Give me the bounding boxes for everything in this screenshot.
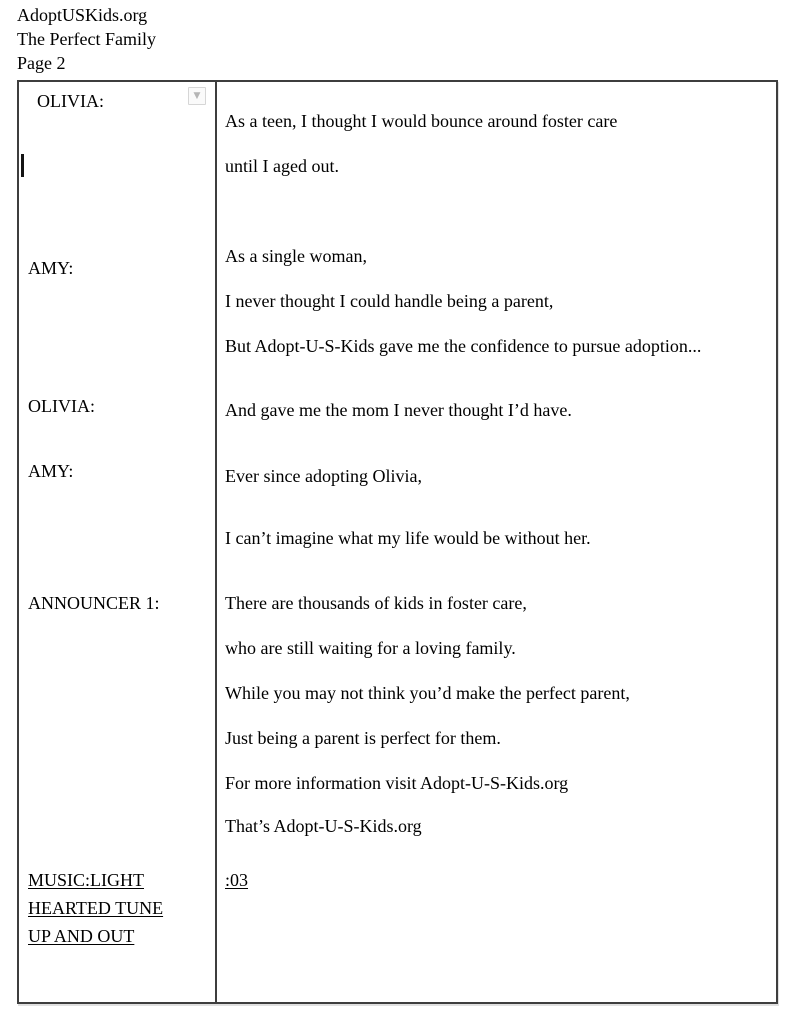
music-cue-label[interactable]: MUSIC:LIGHT xyxy=(28,870,144,890)
music-cue-label[interactable]: UP AND OUT xyxy=(28,926,135,946)
dialogue-line[interactable]: I never thought I could handle being a parent, xyxy=(225,291,554,311)
text-cursor xyxy=(21,154,24,177)
doc-header-page[interactable]: Page 2 xyxy=(17,53,66,73)
doc-header-title[interactable]: The Perfect Family xyxy=(17,29,156,49)
doc-header-site[interactable]: AdoptUSKids.org xyxy=(17,5,148,25)
dialogue-line[interactable]: And gave me the mom I never thought I’d have. xyxy=(225,400,572,420)
column-divider xyxy=(215,82,217,1002)
dialogue-line[interactable]: Ever since adopting Olivia, xyxy=(225,466,422,486)
music-cue-label[interactable]: HEARTED TUNE xyxy=(28,898,164,918)
speaker-label[interactable]: OLIVIA: xyxy=(28,396,95,416)
dialogue-line[interactable]: until I aged out. xyxy=(225,156,339,176)
dialogue-line[interactable]: There are thousands of kids in foster care, xyxy=(225,593,527,613)
dialogue-line[interactable]: I can’t imagine what my life would be without her. xyxy=(225,528,591,548)
script-table xyxy=(17,80,778,1004)
table-dropdown-button[interactable] xyxy=(188,87,206,105)
speaker-label[interactable]: AMY: xyxy=(28,461,74,481)
dialogue-line[interactable]: who are still waiting for a loving family. xyxy=(225,638,516,658)
duration-value[interactable]: :03 xyxy=(225,870,249,890)
speaker-label[interactable]: ANNOUNCER 1: xyxy=(28,593,160,613)
speaker-label[interactable]: AMY: xyxy=(28,258,74,278)
dialogue-line[interactable]: But Adopt-U-S-Kids gave me the confidence to pursue adoption... xyxy=(225,336,702,356)
chevron-down-icon: ▼ xyxy=(193,90,201,101)
speaker-label[interactable]: OLIVIA: xyxy=(37,91,104,111)
dialogue-line[interactable]: That’s Adopt-U-S-Kids.org xyxy=(225,816,422,836)
dialogue-line[interactable]: For more information visit Adopt-U-S-Kids.org xyxy=(225,773,569,793)
dialogue-line[interactable]: As a teen, I thought I would bounce around foster care xyxy=(225,111,618,131)
dialogue-line[interactable]: As a single woman, xyxy=(225,246,367,266)
dialogue-line[interactable]: While you may not think you’d make the perfect parent, xyxy=(225,683,630,703)
dialogue-line[interactable]: Just being a parent is perfect for them. xyxy=(225,728,501,748)
